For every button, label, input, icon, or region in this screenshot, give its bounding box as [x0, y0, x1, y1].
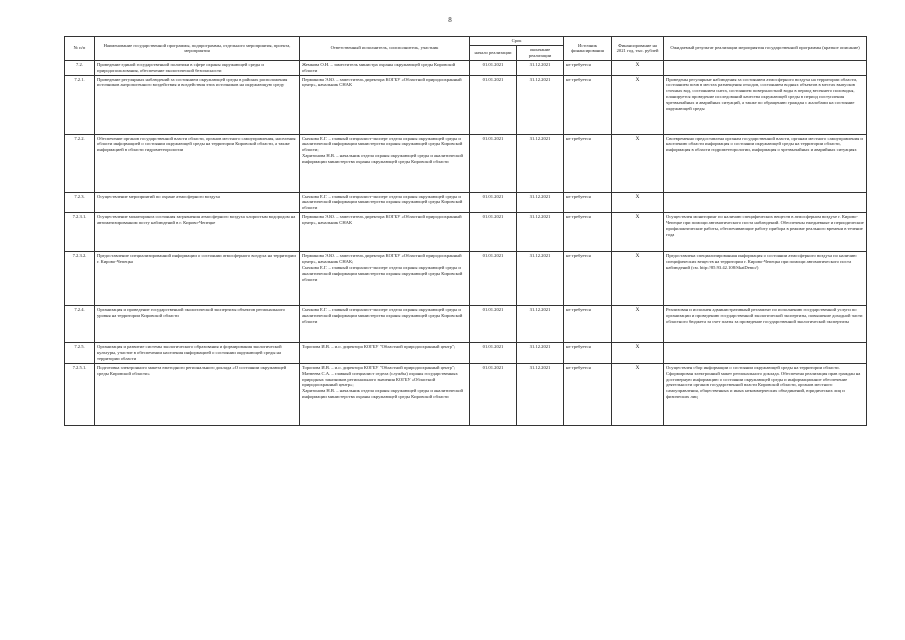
- row-end: 31.12.2021: [517, 192, 564, 213]
- header-num: № п/п: [65, 37, 95, 61]
- table-row: [65, 306, 867, 343]
- row-result: Осуществлен сбор информации о состоянии окружающей среды на территории области. Сформирован электронный макет регионального доклада. Обеспечена реализация прав граждан на достоверную информацию о состоянии окружающей среды и информационное обеспечение деятельности органов государственной власти Кировской области, органов местного самоуправления, общественных и иных некоммерческих объединений, юридических лиц и физических лиц: [664, 363, 867, 425]
- row-num: 7.2.2.: [65, 134, 95, 192]
- row-name: Осуществление мониторинга состояния загрязнения атмосферного воздуха хлористым водородом на автоматизированном посту наблюдений в г. Кирово-Чепецке: [95, 213, 300, 252]
- row-source: не требуется: [564, 75, 612, 134]
- row-funding: X: [612, 60, 664, 75]
- row-funding: X: [612, 343, 664, 364]
- row-source: не требуется: [564, 134, 612, 192]
- header-responsible: Ответственный исполнитель, соисполнитель, участник: [300, 37, 470, 61]
- row-name: Организация и развитие системы экологического образования и формирования экологической культуры, участие в обеспечении населения информацией о состоянии окружающей среды на территории области: [95, 343, 300, 364]
- plan-table: [64, 36, 867, 426]
- table-row: [65, 343, 867, 364]
- row-start: 01.01.2021: [470, 213, 517, 252]
- row-start: 01.01.2021: [470, 134, 517, 192]
- row-result: Предоставлена специализированная информация о состоянии атмосферного воздуха по наличию специфических веществ на территории г. Кирово-Чепецка при помощи автоматического поста наблюдений (см. http://85.93.42.108/SkatDemo/): [664, 252, 867, 306]
- table-row: [65, 60, 867, 75]
- row-start: 01.01.2021: [470, 60, 517, 75]
- header-start: начало реализации: [470, 46, 517, 61]
- row-name: Предоставление специализированной информации о состоянии атмосферного воздуха на территории г. Кирово-Чепецка: [95, 252, 300, 306]
- header-name: Наименование государственной программы, подпрограммы, отдельного мероприятия, проекта, мероприятия: [95, 37, 300, 61]
- row-start: 01.01.2021: [470, 343, 517, 364]
- row-name: Организация и проведение государственной экологической экспертизы объектов регионального уровня на территории Кировской области: [95, 306, 300, 343]
- row-num: 7.2.1.: [65, 75, 95, 134]
- row-responsible: Перминова Э.Ю. – заместитель директора КОГБУ «Областной природоохранный центр», начальник СНАК: [300, 75, 470, 134]
- row-responsible: Сычкова Е.Г. – главный специалист-эксперт отдела охраны окружающей среды и аналитической информации министерства охраны окружающей среды Кировской области; Харитонова Н.В. – начальник отдела охраны окружающей среды и аналитической информации министерства охраны окружающей среды Кировской области: [300, 134, 470, 192]
- row-num: 7.2.5.1.: [65, 363, 95, 425]
- row-end: 31.12.2021: [517, 134, 564, 192]
- table-row: [65, 134, 867, 192]
- row-responsible: Жемкова О.Н. – заместитель министра охраны окружающей среды Кировской области: [300, 60, 470, 75]
- header-term: Срок: [470, 37, 564, 46]
- header-funding: Финансирование на 2021 год, тыс. рублей: [612, 37, 664, 61]
- table-row: [65, 363, 867, 425]
- row-funding: X: [612, 192, 664, 213]
- row-source: не требуется: [564, 363, 612, 425]
- row-name: Обеспечение органов государственной власти области, органов местного самоуправления, населения области информацией о состоянии окружающей среды на территории Кировской области, а также информацией в области гидрометеорологии: [95, 134, 300, 192]
- row-num: 7.2.3.1.: [65, 213, 95, 252]
- row-source: не требуется: [564, 306, 612, 343]
- row-source: не требуется: [564, 60, 612, 75]
- row-num: 7.2.5.: [65, 343, 95, 364]
- row-funding: X: [612, 75, 664, 134]
- header-end: окончание реализации: [517, 46, 564, 61]
- row-end: 31.12.2021: [517, 213, 564, 252]
- row-end: 31.12.2021: [517, 252, 564, 306]
- row-responsible: Перминова Э.Ю. – заместитель директора КОГБУ «Областной природоохранный центр», начальник СНАК: [300, 213, 470, 252]
- table-row: [65, 213, 867, 252]
- row-num: 7.2.4.: [65, 306, 95, 343]
- row-name: Проведение единой государственной политики в сфере охраны окружающей среды и природопользования, обеспечение экологической безопасности: [95, 60, 300, 75]
- table-row: [65, 75, 867, 134]
- row-end: 31.12.2021: [517, 60, 564, 75]
- row-name: Осуществление мероприятий по охране атмосферного воздуха: [95, 192, 300, 213]
- row-start: 01.01.2021: [470, 252, 517, 306]
- table-row: [65, 192, 867, 213]
- row-source: не требуется: [564, 192, 612, 213]
- row-end: 31.12.2021: [517, 306, 564, 343]
- row-result: [664, 60, 867, 75]
- row-funding: X: [612, 213, 664, 252]
- row-funding: X: [612, 252, 664, 306]
- row-name: Подготовка электронного макета ежегодного регионального доклада «О состоянии окружающей среды Кировской области»: [95, 363, 300, 425]
- header-source: Источник финансирования: [564, 37, 612, 61]
- row-result: [664, 343, 867, 364]
- row-result: Реализован и исполнен административный регламент по исполнению государственной услуги по организации и проведению государственной экологической экспертизы, повышение доходной части областного бюджета за счет платы за проведение государственной экологической экспертизы: [664, 306, 867, 343]
- row-responsible: Сычкова Е.Г. – главный специалист-эксперт отдела охраны окружающей среды и аналитической информации министерства охраны окружающей среды Кировской области: [300, 192, 470, 213]
- row-funding: X: [612, 306, 664, 343]
- table-row: [65, 252, 867, 306]
- row-responsible: Перминова Э.Ю. – заместитель директора КОГБУ «Областной природоохранный центр», начальник СНАК; Сычкова Е.Г. – главный специалист-эксперт отдела охраны окружающей среды и аналитической информации министерства охраны окружающей среды Кировской области: [300, 252, 470, 306]
- row-source: не требуется: [564, 252, 612, 306]
- row-funding: X: [612, 134, 664, 192]
- header-result: Ожидаемый результат реализации мероприятия государственной программы (краткое описание): [664, 37, 867, 61]
- page-number: 8: [448, 16, 452, 24]
- row-responsible: Сычкова Е.Г. – главный специалист-эксперт отдела охраны окружающей среды и аналитической информации министерства охраны окружающей среды Кировской области: [300, 306, 470, 343]
- row-start: 01.01.2021: [470, 306, 517, 343]
- row-end: 31.12.2021: [517, 363, 564, 425]
- row-num: 7.2.3.: [65, 192, 95, 213]
- row-funding: X: [612, 363, 664, 425]
- row-responsible: Торопова И.В. – и.о. директора КОГБУ "Областной природоохранный центр";: [300, 343, 470, 364]
- row-result: [664, 192, 867, 213]
- row-num: 7.2.3.2.: [65, 252, 95, 306]
- row-result: Осуществлен мониторинг по наличию специфических веществ в атмосферном воздухе г. Кирово-Чепецке при помощи автоматического поста наблюдений. Обеспечены ежедневные и периодические профилактические работы, обеспечивающие работу прибора в режиме реального времени в течение года: [664, 213, 867, 252]
- row-result: Своевременно предоставлена органам государственной власти, органам местного самоуправления и населению области информация о состоянии окружающей среды на территории области, информация в области гидрометеорологии, информация о чрезвычайных и аварийных ситуациях: [664, 134, 867, 192]
- row-start: 01.01.2021: [470, 192, 517, 213]
- row-end: 31.12.2021: [517, 75, 564, 134]
- row-num: 7.2.: [65, 60, 95, 75]
- row-name: Проведение регулярных наблюдений за состоянием окружающей среды в районах расположения источников антропогенного воздействия и воздействия этих источников на окружающую среду: [95, 75, 300, 134]
- row-source: не требуется: [564, 343, 612, 364]
- row-start: 01.01.2021: [470, 363, 517, 425]
- row-source: не требуется: [564, 213, 612, 252]
- row-end: 31.12.2021: [517, 343, 564, 364]
- row-result: Проведены регулярные наблюдения за состоянием атмосферного воздуха на территории области, состоянием почв в местах размещения отходов, состоянием водных объектов в местах выпусков сточных вод, состоянием снега, состоянием поверхностной воды в период весеннего половодья, планируется проведение исследований качества окружающей среды в период поступления чрезвычайных и аварийных ситуаций, а также по обращению граждан с жалобами на состояние окружающей среды: [664, 75, 867, 134]
- row-start: 01.01.2021: [470, 75, 517, 134]
- row-responsible: Торопова И.В. – и.о. директора КОГБУ "Областной природоохранный центр"; Матвеева С.А. – главный специалист отдела (службы) охраны государственных природных заказников регионального значения КОГБУ «Областной природоохранный центр»; Харитонова Н.В. – начальник отдела охраны окружающей среды и аналитической информации министерства охраны окружающей среды Кировской области: [300, 363, 470, 425]
